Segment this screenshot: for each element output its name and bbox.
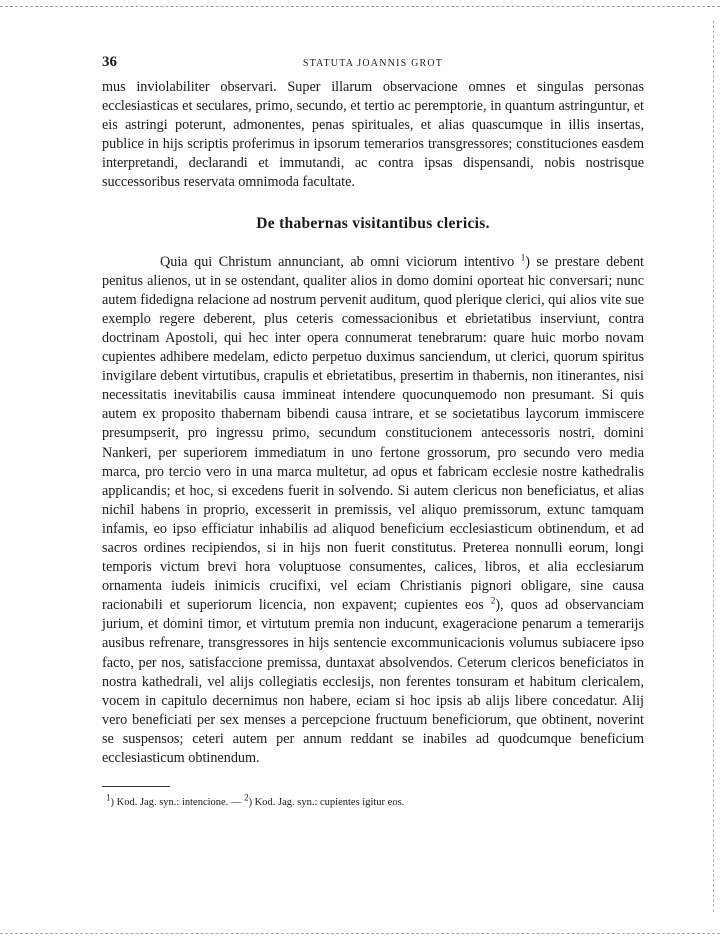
paragraph-main <box>102 253 644 769</box>
footnotes <box>102 792 644 809</box>
paragraph-main-part-1: Quia qui Christum annunciant, ab omni viciorum intentivo <box>160 253 521 270</box>
footnote-ref-2: 2 <box>490 595 496 606</box>
section-heading: De thabernas visitantibus clericis. <box>256 214 490 232</box>
scan-edge-bottom <box>0 933 720 934</box>
footnote-text-2: ) Kod. Jag. syn.: cupientes igitur eos. <box>248 797 405 809</box>
footnote-rule <box>102 786 170 787</box>
scan-edge-top <box>0 6 720 7</box>
page-number: 36 <box>102 54 117 70</box>
footnote-text-1: ) Kod. Jag. syn.: intencione. — <box>110 797 245 809</box>
paragraph-main-part-2: ) se prestare debent penitus alienos, ut in se ostendant, qualiter alios in domo domini oporteat hic conversari; nunc autem fidedigna relacione ad nostrum pervenit auditum, quod plerique clerici, qui alios vite sue exemplo regere deberent, plus ceteris comessacionibus et ebrietatibus inserviunt, contra doctrinam Apostoli, qui hec inter opera connumerat tenebrarum: quare huic morbo novam cupientes adhibere medelam, edicto perpetuo duximus sanciendum, ut clerici, quorum spiritus invigilare debent virtutibus, crapulis et ebrietatibus, presertim in thabernis, non itinerantes, nisi necessitatis inevitabilis causa immineat intendere quocunquemodo non presumant. Si quis autem ex proposito thabernam bibendi causa intrare, et se societatibus laycorum immiscere presumpserit, pro ingressu primo, secundum constitucionem antecessoris nostri, domini Nankeri, per superiorem immediatum in uno fertone grossorum, pro secundo vero media marca, pro tercio vero in una marca multetur, ad opus et fabricam ecclesie nostre kathedralis applicandis; et hoc, si excedens fuerit in solvendo. Si autem clericus non beneficiatus, et alias nichil habens in proprio, excesserit in premissis, vel aliquo premissorum, extunc tamquam infamis, eo ipso efficiatur inhabilis ad aliquod beneficium ecclesiasticum obtinendum, et ad sacros ordines recipiendos, si in hijs non fuerit constitutus. Preterea nonnulli eorum, longi temporis victum brevi hora voluptuose consumentes, calices, libros, et alia ecclesiarum ornamenta iudeis inimicis crucifixi, vel eciam Christianis pignori obligare, sine causa racionabili et superiorum licencia, non expavent; cupientes eos <box>102 253 644 614</box>
running-title: STATUTA JOANNIS GROT <box>302 58 444 69</box>
footnote-mark-2: 2 <box>244 792 249 803</box>
page <box>102 54 644 808</box>
footnote-ref-1: 1 <box>520 251 526 262</box>
footnote-mark-1: 1 <box>106 792 111 803</box>
scan-edge-right <box>713 20 714 912</box>
paragraph-continued: mus inviolabiliter observari. Super illarum observacione omnes et singulas personas ecclesiasticas et seculares, primo, secundo, et tertio ac peremptorie, in quantum astringuntur, et eis astringi poterunt, admonentes, penas spirituales, et alias quascumque in illis insertas, publice in hijs scriptis proferimus in ipsorum temerarios transgressores; constituciones easdem interpretandi, declarandi et immutandi, ac contra ipsas dispensandi, nobis nostrisque successoribus reservata omnimoda facultate. <box>102 79 644 191</box>
paragraph-main-part-3: ), quos ad observanciam jurium, et domini timor, et virtutum premia non inducunt, exageracione penarum a temerarijs ausibus refrenare, transgressores in hijs sentencie excommunicacionis volumus subiacere ipso facto, per nos, satisfaccione premissa, duntaxat absolvendos. Ceterum clericos beneficiatos in nostra kathedrali, vel alijs collegiatis ecclesijs, non ferentes tonsuram et habitum clericalem, vocem in capitulo decernimus non habere, eciam si hoc ipsis ab alijs libere concedatur. Alij vero beneficiati per sex menses a percepcione fructuum beneficiorum, que obtinent, noverint se suspensos; ceteri autem per annum reddant se inabiles ad quodcumque beneficium ecclesiasticum obtinendum. <box>102 597 644 766</box>
page-header <box>102 54 644 76</box>
